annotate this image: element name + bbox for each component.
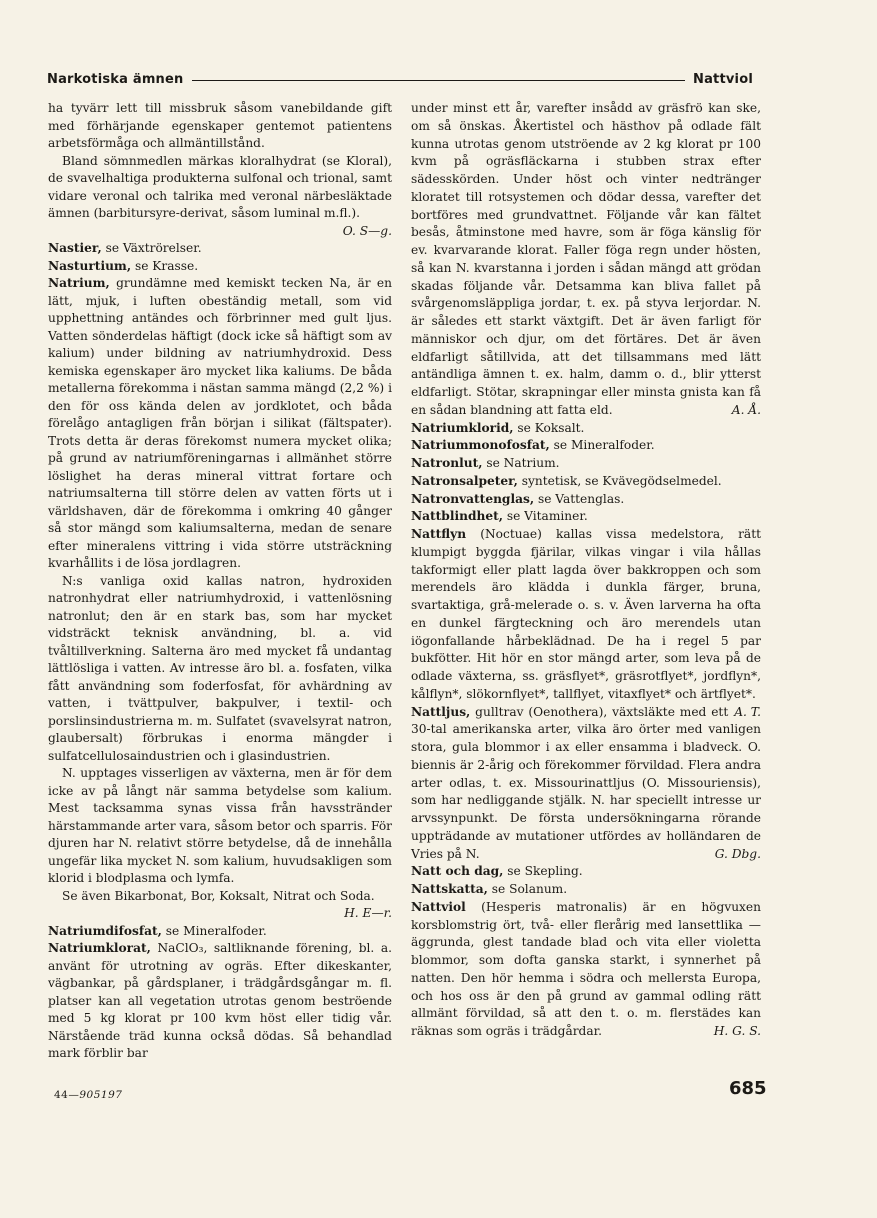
entry-head: Natriumklorid, bbox=[411, 420, 514, 435]
entry-natrium bbox=[48, 275, 392, 573]
paragraph-text: under minst ett år, varefter insådd av gräsfrö kan ske, om så önskas. Åkertistel och hästhov på odlade fält kunna utrotas genom utströende av 2 kg klorat pr 100 kvm på ogräsfläckarna i stubben strax efter sädesskörden. Under höst och vinter nedtränger kloratet till rotsystemen och dödar dessa, varefter det bortföres med grundvattnet. Följande vår kan fältet besås, åtminstone med havre, som är föga känslig för ev. kvarvarande klorat. Faller föga regn under hösten, så kan N. kvarstanna i jorden i sådan mängd att grödan skadas följande vår. Detsamma kan bliva fallet på svårgenomsläppliga jordar, t. ex. på styva lerjordar. N. är således ett starkt växtgift. Det är även farligt för människor och djur, om det förtäres. Det är även eldfarligt såtillvida, att det tillsammans med lätt antändliga ämnen t. ex. halm, damm o. d., blir ytterst eldfarligt. Stötar, skrapningar eller minsta gnista kan få en sådan blandning att fatta eld. bbox=[411, 101, 761, 417]
entry-head: Nattblindhet, bbox=[411, 509, 503, 524]
entry-natriummonofosfat bbox=[411, 437, 761, 455]
header-left-title: Narkotiska ämnen bbox=[47, 71, 184, 87]
entry-text: gulltrav (Oenothera), växtsläkte med ett 30-tal amerikanska arter, vilka äro örter med vanligen stora, gula blommor i ax eller ensamma i bladveck. O. biennis är 2-årig och förekommer förvildad. Flera andra arter odlas, t. ex. Missourinattljus (O. Missouriensis), som har nedliggande stjälk. N. har speciellt intresse ur arvssynpunkt. De första undersökningarna rörande uppträdande av mutationer utfördes av holländaren de Vries på N. bbox=[411, 704, 761, 861]
paragraph: ha tyvärr lett till missbruk såsom vanebildande gift med förhärjande egenskaper gentemot patientens arbetsförmåga och allmäntillstånd. bbox=[48, 101, 392, 150]
entry-text: (Hesperis matronalis) är en högvuxen korsblomstrig ört, två- eller flerårig med lansettlika — äggrunda, glest tandade blad och vita eller violetta blommor, som dofta ganska starkt, i synnerhet på natten. Den hör hemma i södra och mellersta Europa, och hos oss är den på grund av gammal odling rätt allmänt förvildad, så att den t. o. m. flerstädes kan räknas som ogräs i trädgårdar. bbox=[411, 899, 761, 1038]
entry-text: (Noctuae) kallas vissa medelstora, rätt klumpigt byggda fjärilar, vilkas vingar i vila hållas takformigt eller platt lagda över bakkroppen och som merendels äro klädda i dunkla färger, bruna, svartaktiga, grå-melerade o. s. v. Även larverna ha ofta en dunkel färgteckning och äro merendels utan iögonfallande hårbeklädnad. De ha i regel 5 par bukfötter. Hit hör en stor mängd arter, som leva på de odlade växterna, ss. gräsflyet*, gräsrotflyet*, jordflyn*, kålflyn*, slökornflyet*, tallflyet, vitaxflyet* och ärtflyet*. bbox=[411, 527, 761, 701]
entry-nattviol bbox=[411, 899, 761, 1041]
paragraph: Bland sömnmedlen märkas kloralhydrat (se Kloral), de svavelhaltiga produkterna sulfonal och trional, samt vidare veronal och talrika med veronal närbesläktade ämnen (barbitursyre-derivat, såsom luminal m.fl.). bbox=[48, 153, 392, 220]
entry-head: Nattljus, bbox=[411, 704, 471, 719]
entry-natronvattenglas bbox=[411, 491, 761, 509]
entry-natronsalpeter bbox=[411, 473, 761, 491]
right-column bbox=[411, 100, 761, 1041]
entry-head: Natriummonofosfat, bbox=[411, 438, 550, 453]
entry-head: Natronlut, bbox=[411, 456, 483, 470]
entry-head: Nasturtium, bbox=[48, 258, 132, 273]
entry-head: Natt och dag, bbox=[411, 864, 504, 879]
entry-text: NaClO₃, saltliknande förening, bl. a. använt för utrotning av ogräs. Efter dikeskanter, vägbankar, på gårdsplaner, i trädgårdsgångar m. fl. platser kan all vegetation utrotas genom beströende med 5 kg klorat pr 100 kvm höst eller tidig vår. Närstående träd kunna också dödas. Så behandlad mark förblir bar bbox=[48, 941, 392, 1060]
entry-text: se Solanum. bbox=[487, 882, 568, 896]
printer-code-number: 905197 bbox=[79, 1089, 123, 1101]
page-number: 685 bbox=[729, 1078, 767, 1099]
entry-nastier bbox=[48, 240, 392, 258]
printer-code-prefix: 44— bbox=[54, 1089, 80, 1101]
entry-nattskatta bbox=[411, 881, 761, 899]
running-header bbox=[47, 68, 753, 90]
entry-head: Nattflyn bbox=[411, 527, 467, 541]
entry-text: se Mineralfoder. bbox=[549, 438, 655, 453]
paragraph: Se även Bikarbonat, Bor, Koksalt, Nitrat och Soda. bbox=[62, 888, 375, 903]
entry-head: Nastier, bbox=[48, 241, 102, 255]
entry-nasturtium bbox=[48, 258, 392, 276]
entry-natt-och-dag bbox=[411, 863, 761, 881]
entry-text: se Krasse. bbox=[131, 258, 199, 273]
entry-head: Natriumklorat, bbox=[48, 941, 151, 955]
entry-nattblindhet bbox=[411, 508, 761, 526]
paragraph: N:s vanliga oxid kallas natron, hydroxiden natronhydrat eller natriumhydroxid, i vattenlösning natronlut; den är en stark bas, som har mycket vidsträckt teknisk användning, bl. a. vid tvåltillverkning. Salterna äro med mycket få undantag lättlösliga i vatten. Av intresse äro bl. a. fosfaten, vilka fått användning som foderfosfat, för avhärdning av vatten, i tvättpulver, bakpulver, i textil- och porslinsindustrierna m. m. Sulfatet (svavelsyrat natron, glaubersalt) förbrukas i enorma mängder i sulfatcellulosaindustrien och i glasindustrien. bbox=[48, 573, 392, 763]
header-rule bbox=[192, 80, 686, 81]
entry-head: Natronvattenglas, bbox=[411, 491, 535, 506]
header-right-title: Nattviol bbox=[693, 71, 753, 87]
author-signature: A. T. bbox=[734, 704, 761, 719]
paragraph bbox=[411, 100, 761, 420]
entry-natriumklorat bbox=[48, 940, 392, 1063]
entry-nattljus bbox=[411, 704, 761, 864]
printer-code bbox=[54, 1089, 122, 1101]
entry-text: se Växtrörelser. bbox=[101, 241, 202, 255]
entry-text: grundämne med kemiskt tecken Na, är en lätt, mjuk, i luften obeständig metall, som vid upphettning antändes och förbrinner med gult ljus. Vatten sönderdelas häftigt (dock icke så häftigt som av kalium) under bildning av natriumhydroxid. Dess kemiska egenskaper äro mycket lika kaliums. De båda metallerna förekomma i nästan samma mängd (2,2 %) i den för oss kända delen av jordklotet, och båda förelågo antagligen från början i silikat (fältspater). Trots detta är deras förekomst numera mycket olika; på grund av natriumföreningarnas i allmänhet större löslighet ha deras mineral vittrat fortare och natriumsalterna till större delen av vatten förts ut i världshaven, där de förekomma i omkring 40 gånger så stor mängd som kaliumsalterna, medan de senare efter mineralens vittring i vida större utsträckning kvarhållits i de lösa jordlagren. bbox=[48, 276, 392, 570]
entry-natronlut bbox=[411, 455, 761, 473]
author-signature: O. S—g. bbox=[342, 223, 392, 238]
entry-head: Natronsalpeter, bbox=[411, 473, 518, 488]
entry-text: se Skepling. bbox=[503, 864, 583, 879]
entry-text: se Koksalt. bbox=[513, 420, 585, 435]
author-signature: G. Dbg. bbox=[714, 846, 761, 861]
entry-natriumklorid bbox=[411, 420, 761, 438]
entry-text: se Mineralfoder. bbox=[161, 923, 267, 938]
entry-natriumdifosfat bbox=[48, 923, 392, 941]
entry-text: se Vattenglas. bbox=[534, 491, 625, 506]
entry-text: se Natrium. bbox=[482, 456, 560, 470]
paragraph: N. upptages visserligen av växterna, men är för dem icke av på långt när samma betydelse som kalium. Mest tacksamma synas vissa från havsstränder härstammande arter vara, såsom betor och sparris. För djuren har N. relativt större betydelse, då de innehålla ungefär lika mycket N. som kalium, huvudsakligen som klorid i blodplasma och lymfa. bbox=[48, 766, 392, 885]
entry-text: syntetisk, se Kvävegödselmedel. bbox=[517, 473, 722, 488]
author-signature: H. G. S. bbox=[713, 1024, 761, 1038]
author-signature: H. E—r. bbox=[344, 906, 392, 920]
entry-head: Nattskatta, bbox=[411, 882, 488, 896]
entry-head: Natriumdifosfat, bbox=[48, 923, 162, 938]
author-signature: A. Å. bbox=[731, 402, 761, 417]
entry-text: se Vitaminer. bbox=[502, 509, 588, 524]
entry-head: Nattviol bbox=[411, 899, 466, 914]
left-column bbox=[48, 100, 392, 1063]
entry-head: Natrium, bbox=[48, 276, 110, 290]
